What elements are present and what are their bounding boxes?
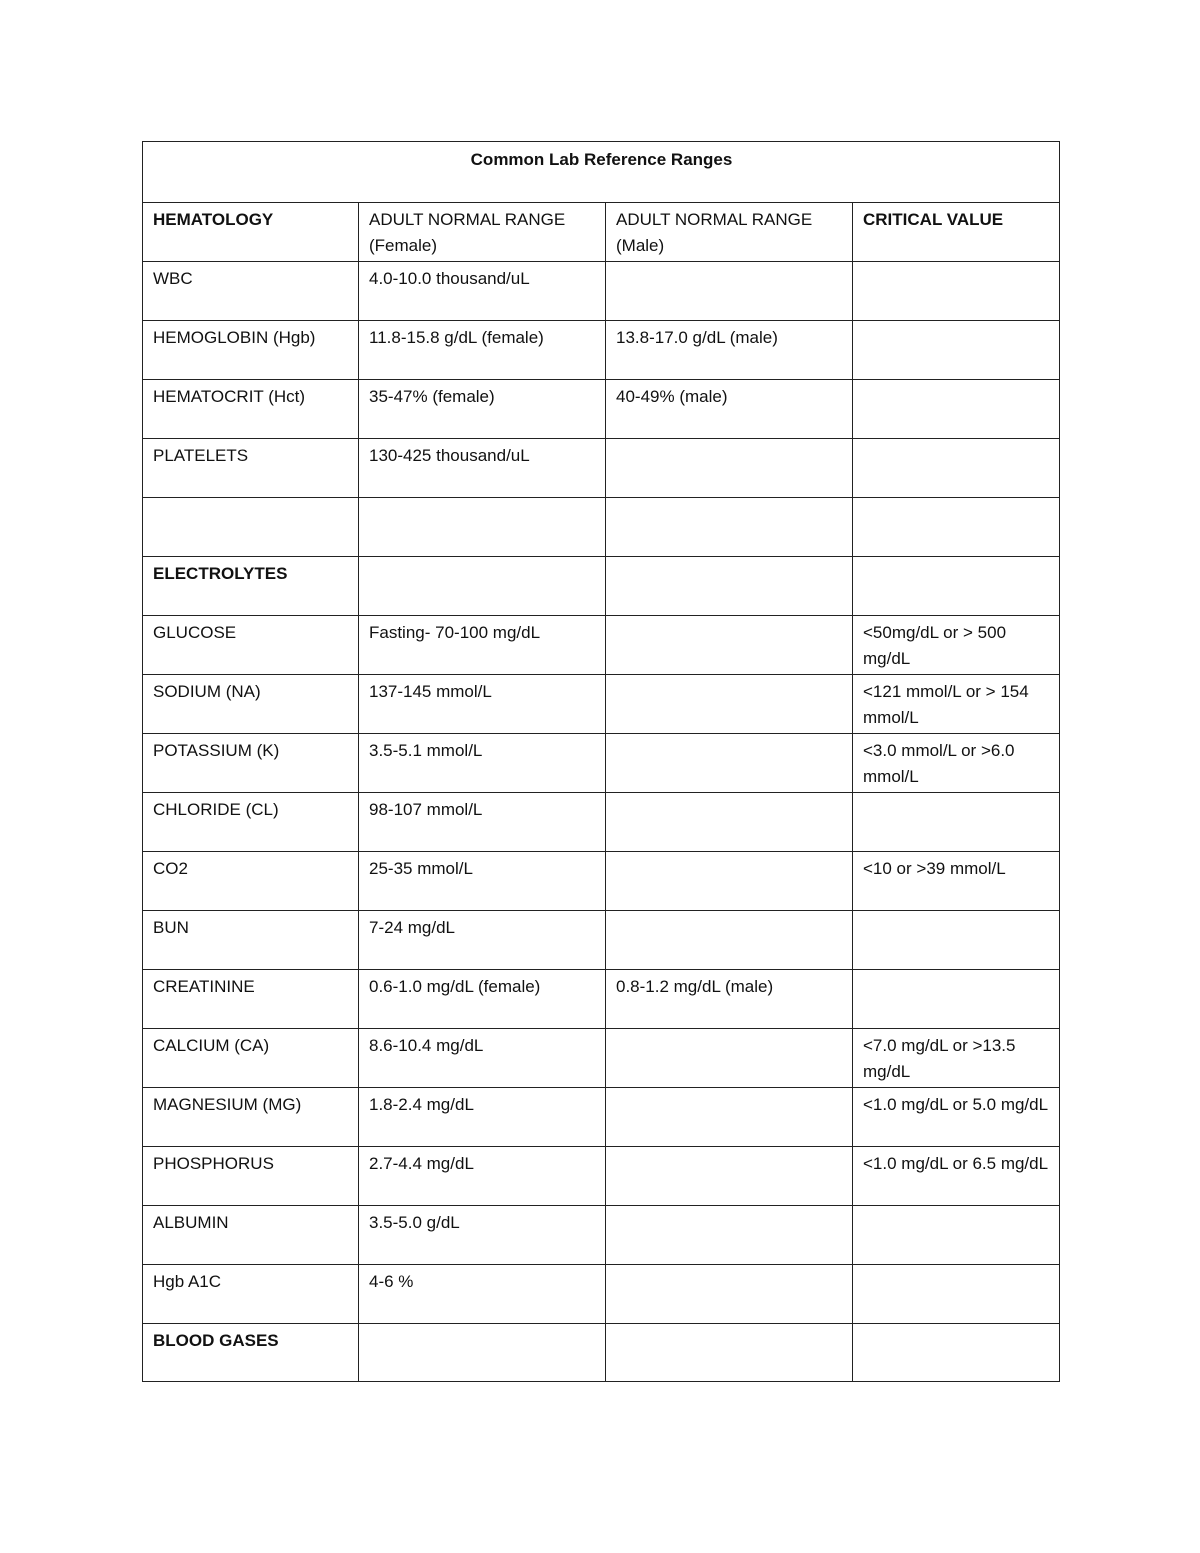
cell-female-range: 98-107 mmol/L [359, 793, 606, 852]
cell-test-name: BLOOD GASES [143, 1324, 359, 1382]
cell-male-range: 13.8-17.0 g/dL (male) [606, 321, 853, 380]
cell-male-range [606, 1324, 853, 1382]
table-row [143, 734, 1060, 793]
cell-test-name: CO2 [143, 852, 359, 911]
cell-test-name: CHLORIDE (CL) [143, 793, 359, 852]
cell-test-name: Hgb A1C [143, 1265, 359, 1324]
cell-male-range [606, 262, 853, 321]
cell-male-range: 0.8-1.2 mg/dL (male) [606, 970, 853, 1029]
table-row [143, 498, 1060, 557]
cell-critical-value [853, 262, 1060, 321]
table-row [143, 1088, 1060, 1147]
table-row [143, 557, 1060, 616]
cell-female-range: 11.8-15.8 g/dL (female) [359, 321, 606, 380]
table-row [143, 616, 1060, 675]
cell-female-range [359, 498, 606, 557]
cell-male-range [606, 793, 853, 852]
table-row [143, 1265, 1060, 1324]
cell-test-name: HEMATOCRIT (Hct) [143, 380, 359, 439]
cell-female-range: 7-24 mg/dL [359, 911, 606, 970]
cell-critical-value [853, 970, 1060, 1029]
cell-critical-value [853, 321, 1060, 380]
table-row [143, 970, 1060, 1029]
cell-female-range: 2.7-4.4 mg/dL [359, 1147, 606, 1206]
cell-test-name: MAGNESIUM (MG) [143, 1088, 359, 1147]
header-hematology: HEMATOLOGY [143, 203, 359, 262]
cell-critical-value [853, 498, 1060, 557]
table-row [143, 675, 1060, 734]
cell-male-range [606, 1147, 853, 1206]
cell-male-range [606, 1088, 853, 1147]
cell-female-range: 130-425 thousand/uL [359, 439, 606, 498]
header-critical-value: CRITICAL VALUE [853, 203, 1060, 262]
cell-test-name: PHOSPHORUS [143, 1147, 359, 1206]
cell-test-name: BUN [143, 911, 359, 970]
table-row [143, 1029, 1060, 1088]
cell-test-name: ALBUMIN [143, 1206, 359, 1265]
cell-test-name: HEMOGLOBIN (Hgb) [143, 321, 359, 380]
header-female-range: ADULT NORMAL RANGE (Female) [359, 203, 606, 262]
table-row [143, 911, 1060, 970]
cell-test-name: CALCIUM (CA) [143, 1029, 359, 1088]
cell-critical-value: <1.0 mg/dL or 5.0 mg/dL [853, 1088, 1060, 1147]
cell-critical-value: <10 or >39 mmol/L [853, 852, 1060, 911]
cell-male-range [606, 1029, 853, 1088]
cell-test-name: WBC [143, 262, 359, 321]
table-row [143, 1324, 1060, 1382]
cell-test-name: POTASSIUM (K) [143, 734, 359, 793]
cell-test-name: ELECTROLYTES [143, 557, 359, 616]
table-row [143, 852, 1060, 911]
cell-critical-value: <121 mmol/L or > 154 mmol/L [853, 675, 1060, 734]
table-row [143, 262, 1060, 321]
cell-male-range [606, 852, 853, 911]
cell-female-range: 8.6-10.4 mg/dL [359, 1029, 606, 1088]
cell-female-range: 4.0-10.0 thousand/uL [359, 262, 606, 321]
cell-female-range: 3.5-5.1 mmol/L [359, 734, 606, 793]
cell-female-range: 0.6-1.0 mg/dL (female) [359, 970, 606, 1029]
cell-female-range: Fasting- 70-100 mg/dL [359, 616, 606, 675]
cell-female-range: 3.5-5.0 g/dL [359, 1206, 606, 1265]
cell-female-range: 1.8-2.4 mg/dL [359, 1088, 606, 1147]
table-row [143, 380, 1060, 439]
cell-female-range: 137-145 mmol/L [359, 675, 606, 734]
cell-female-range: 25-35 mmol/L [359, 852, 606, 911]
cell-critical-value [853, 793, 1060, 852]
table-row [143, 1206, 1060, 1265]
cell-test-name [143, 498, 359, 557]
cell-critical-value [853, 1265, 1060, 1324]
cell-critical-value [853, 911, 1060, 970]
cell-male-range [606, 498, 853, 557]
table-row [143, 439, 1060, 498]
cell-male-range [606, 557, 853, 616]
table-title: Common Lab Reference Ranges [143, 142, 1060, 203]
table-row [143, 1147, 1060, 1206]
header-row [143, 203, 1060, 262]
cell-critical-value [853, 557, 1060, 616]
cell-male-range [606, 675, 853, 734]
cell-critical-value [853, 1206, 1060, 1265]
cell-test-name: SODIUM (NA) [143, 675, 359, 734]
cell-critical-value [853, 439, 1060, 498]
cell-male-range: 40-49% (male) [606, 380, 853, 439]
table-row [143, 793, 1060, 852]
cell-male-range [606, 911, 853, 970]
cell-female-range: 35-47% (female) [359, 380, 606, 439]
cell-test-name: CREATININE [143, 970, 359, 1029]
cell-critical-value: <3.0 mmol/L or >6.0 mmol/L [853, 734, 1060, 793]
cell-male-range [606, 734, 853, 793]
cell-test-name: GLUCOSE [143, 616, 359, 675]
cell-critical-value: <1.0 mg/dL or 6.5 mg/dL [853, 1147, 1060, 1206]
cell-male-range [606, 616, 853, 675]
cell-critical-value: <7.0 mg/dL or >13.5 mg/dL [853, 1029, 1060, 1088]
cell-critical-value [853, 380, 1060, 439]
cell-male-range [606, 439, 853, 498]
cell-critical-value [853, 1324, 1060, 1382]
header-male-range: ADULT NORMAL RANGE (Male) [606, 203, 853, 262]
cell-male-range [606, 1265, 853, 1324]
cell-female-range [359, 557, 606, 616]
lab-reference-table [142, 141, 1060, 1382]
cell-female-range [359, 1324, 606, 1382]
table-title-row [143, 142, 1060, 203]
cell-critical-value: <50mg/dL or > 500 mg/dL [853, 616, 1060, 675]
cell-female-range: 4-6 % [359, 1265, 606, 1324]
table-row [143, 321, 1060, 380]
cell-test-name: PLATELETS [143, 439, 359, 498]
cell-male-range [606, 1206, 853, 1265]
